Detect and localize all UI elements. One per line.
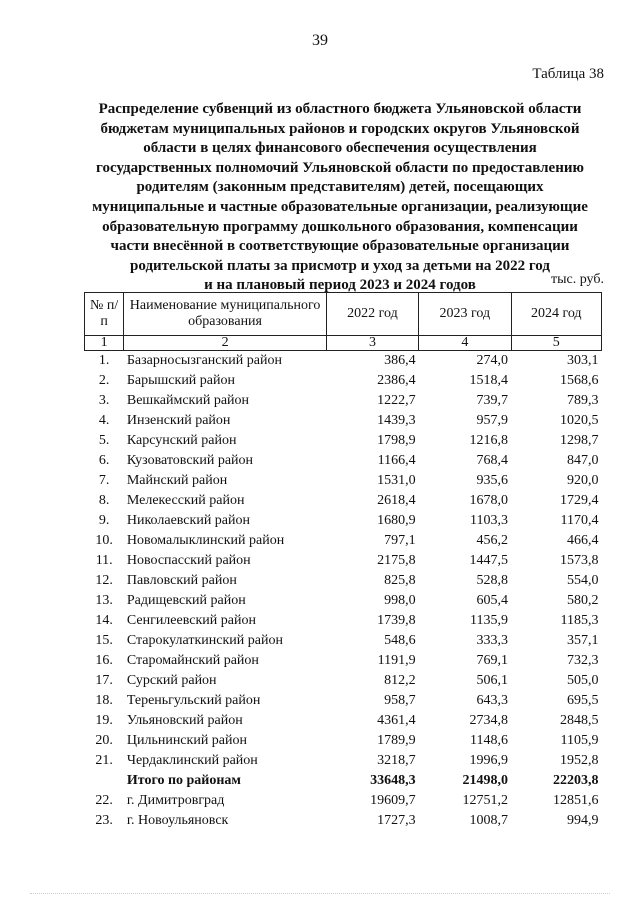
value-2022: 4361,4 [377, 713, 416, 728]
row-number: 5. [98, 433, 110, 448]
title-line: государственных полномочий Ульяновской области по предоставлению [96, 159, 584, 176]
value-2023: 1148,6 [470, 733, 509, 748]
row-number: 13. [95, 593, 113, 608]
value-2023: 1678,0 [469, 493, 509, 508]
table-row [85, 551, 602, 571]
table-row [85, 651, 602, 671]
value-2024: 554,0 [567, 573, 599, 588]
title-line: бюджетам муниципальных районов и городских округов Ульяновской [100, 120, 580, 137]
value-2023: 506,1 [476, 673, 509, 688]
value-2023: 739,7 [476, 393, 509, 408]
value-2022: 1439,3 [377, 413, 416, 428]
column-number: 2 [124, 336, 326, 351]
table-row [85, 451, 602, 471]
value-2024: 1170,4 [560, 513, 599, 528]
title-line: муниципальные и частные образовательные организации, реализующие [92, 198, 588, 215]
column-number-row [85, 336, 602, 351]
value-2023: 456,2 [476, 533, 509, 548]
row-number: 9. [98, 513, 110, 528]
title-line: области в целях финансового обеспечения осуществления [143, 140, 537, 157]
value-2022: 2618,4 [377, 493, 416, 508]
table-row [85, 631, 602, 651]
document-title [60, 100, 620, 296]
table-row [85, 531, 602, 551]
value-2024: 994,9 [567, 813, 599, 828]
value-2023: 1447,5 [469, 553, 509, 568]
value-2022: 3218,7 [377, 753, 416, 768]
table-row [85, 671, 602, 691]
municipality-name: Старомайнский район [126, 653, 259, 668]
table-header-row [85, 293, 602, 336]
value-2023: 528,8 [476, 573, 509, 588]
value-2023: 957,9 [476, 413, 509, 428]
value-2024: 12851,6 [553, 793, 599, 808]
municipality-name: Мелекесский район [126, 493, 245, 508]
table-row [85, 731, 602, 751]
value-2024: 2848,5 [560, 713, 599, 728]
table-row [85, 611, 602, 631]
value-2024: 303,1 [567, 353, 599, 368]
municipality-name: Цильнинский район [126, 733, 248, 748]
title-line: Распределение субвенций из областного бюджета Ульяновской области [98, 101, 582, 117]
column-number: 4 [419, 336, 511, 351]
value-2024: 1568,6 [560, 373, 599, 388]
value-2022: 825,8 [384, 573, 416, 588]
title-line: родителям (законным представителям) детей, посещающих [136, 179, 544, 196]
municipality-name: Карсунский район [126, 433, 237, 448]
value-2022: 797,1 [384, 533, 416, 548]
table-row [85, 711, 602, 731]
municipality-name: Барышский район [126, 373, 235, 388]
value-2022: 19609,7 [370, 793, 416, 808]
row-number: 10. [95, 533, 113, 548]
header-municipality: Наименование муниципального образования [124, 293, 326, 336]
value-2023: 12751,2 [462, 793, 509, 808]
row-number: 1. [98, 353, 110, 368]
row-number: 6. [98, 453, 110, 468]
row-number: 15. [95, 633, 113, 648]
value-2023: 1518,4 [469, 373, 509, 388]
row-number: 20. [95, 733, 113, 748]
row-number: 18. [95, 693, 113, 708]
footer-divider [30, 893, 610, 895]
value-2022: 998,0 [384, 593, 416, 608]
value-2024: 1952,8 [560, 753, 599, 768]
units-label: тыс. руб. [551, 272, 604, 287]
header-2024: 2024 год [511, 293, 601, 336]
row-number: 12. [95, 573, 113, 588]
value-2022: 1727,3 [377, 813, 416, 828]
municipality-name: Вешкаймский район [126, 393, 250, 408]
value-2022: 2386,4 [377, 373, 416, 388]
municipality-name: Павловский район [126, 573, 237, 588]
value-2024: 789,3 [567, 393, 599, 408]
row-number: 7. [98, 473, 110, 488]
municipality-name: Сурский район [126, 673, 217, 688]
value-2024: 732,3 [567, 653, 599, 668]
value-2024: 466,4 [567, 533, 599, 548]
value-2022: 1789,9 [377, 733, 416, 748]
municipality-name: г. Димитровград [126, 793, 225, 808]
value-2022: 1798,9 [377, 433, 416, 448]
municipality-name: Итого по районам [126, 773, 241, 788]
title-line: образовательную программу дошкольного образования, компенсации [102, 218, 578, 235]
column-number: 3 [326, 336, 418, 351]
value-2024: 1573,8 [560, 553, 599, 568]
column-number: 5 [511, 336, 601, 351]
row-number: 2. [98, 373, 110, 388]
value-2023: 274,0 [476, 353, 509, 368]
municipality-name: Инзенский район [126, 413, 231, 428]
row-number: 17. [95, 673, 113, 688]
table-row [85, 491, 602, 511]
row-number: 4. [98, 413, 110, 428]
value-2023: 935,6 [476, 473, 509, 488]
table-row [85, 351, 602, 372]
value-2024: 580,2 [567, 593, 599, 608]
table-row [85, 811, 602, 831]
value-2023: 768,4 [476, 453, 509, 468]
table-body [85, 351, 602, 832]
municipality-name: Николаевский район [126, 513, 251, 528]
value-2023: 1216,8 [469, 433, 509, 448]
page-number: 39 [312, 32, 328, 49]
value-2024: 22203,8 [553, 773, 599, 788]
table-row [85, 591, 602, 611]
value-2022: 1166,4 [377, 453, 416, 468]
value-2023: 605,4 [476, 593, 509, 608]
value-2022: 1680,9 [377, 513, 416, 528]
value-2023: 1135,9 [470, 613, 509, 628]
municipality-name: г. Новоульяновск [126, 813, 229, 828]
value-2022: 1739,8 [377, 613, 416, 628]
subvention-table [84, 292, 602, 831]
header-2022: 2022 год [326, 293, 418, 336]
value-2022: 548,6 [384, 633, 416, 648]
value-2023: 1996,9 [469, 753, 509, 768]
table-row [85, 391, 602, 411]
row-number: 8. [98, 493, 110, 508]
row-number: 3. [98, 393, 110, 408]
row-number: 11. [95, 553, 113, 568]
municipality-name: Новомалыклинский район [126, 533, 285, 548]
municipality-name: Новоспасский район [126, 553, 251, 568]
table-row [85, 431, 602, 451]
value-2022: 2175,8 [377, 553, 416, 568]
row-number: 14. [95, 613, 113, 628]
table-label: Таблица 38 [532, 66, 604, 82]
value-2024: 695,5 [567, 693, 599, 708]
municipality-name: Тереньгульский район [126, 693, 261, 708]
value-2022: 812,2 [384, 673, 416, 688]
table-row [85, 411, 602, 431]
table-row [85, 511, 602, 531]
value-2023: 333,3 [476, 633, 509, 648]
municipality-name: Радищевский район [126, 593, 246, 608]
table-row [85, 791, 602, 811]
table-row [85, 691, 602, 711]
header-2023: 2023 год [419, 293, 511, 336]
value-2022: 1222,7 [377, 393, 416, 408]
table-row [85, 371, 602, 391]
header-number: № п/п [85, 293, 124, 336]
value-2024: 1020,5 [560, 413, 599, 428]
column-number: 1 [85, 336, 124, 351]
value-2022: 33648,3 [370, 773, 416, 788]
value-2023: 2734,8 [469, 713, 509, 728]
row-number [85, 771, 124, 791]
value-2023: 1008,7 [469, 813, 509, 828]
table-row [85, 751, 602, 771]
value-2022: 1531,0 [377, 473, 416, 488]
row-number: 23. [95, 813, 113, 828]
row-number: 22. [95, 793, 113, 808]
municipality-name: Майнский район [126, 473, 228, 488]
municipality-name: Кузоватовский район [126, 453, 254, 468]
table-row [85, 471, 602, 491]
row-number: 21. [95, 753, 113, 768]
value-2024: 1298,7 [560, 433, 599, 448]
title-line: родительской платы за присмотр и уход за детьми на 2022 год [130, 257, 550, 274]
value-2023: 21498,0 [462, 773, 509, 788]
municipality-name: Сенгилеевский район [126, 613, 256, 628]
municipality-name: Базарносызганский район [126, 353, 282, 368]
value-2022: 1191,9 [377, 653, 416, 668]
title-line: части внесённой в соответствующие образовательные организации [110, 238, 570, 255]
value-2024: 1729,4 [560, 493, 599, 508]
municipality-name: Чердаклинский район [126, 753, 258, 768]
value-2024: 920,0 [567, 473, 599, 488]
municipality-name: Ульяновский район [126, 713, 243, 728]
value-2023: 1103,3 [470, 513, 509, 528]
title-line: и на плановый период 2023 и 2024 годов [204, 277, 476, 294]
value-2023: 643,3 [476, 693, 509, 708]
table-row [85, 571, 602, 591]
table-total-row [85, 771, 602, 791]
value-2024: 357,1 [567, 633, 599, 648]
value-2022: 386,4 [384, 353, 416, 368]
value-2024: 1105,9 [560, 733, 599, 748]
row-number: 19. [95, 713, 113, 728]
value-2024: 847,0 [567, 453, 599, 468]
value-2024: 1185,3 [560, 613, 599, 628]
value-2022: 958,7 [384, 693, 416, 708]
row-number: 16. [95, 653, 113, 668]
value-2023: 769,1 [476, 653, 509, 668]
value-2024: 505,0 [567, 673, 599, 688]
municipality-name: Старокулаткинский район [126, 633, 283, 648]
